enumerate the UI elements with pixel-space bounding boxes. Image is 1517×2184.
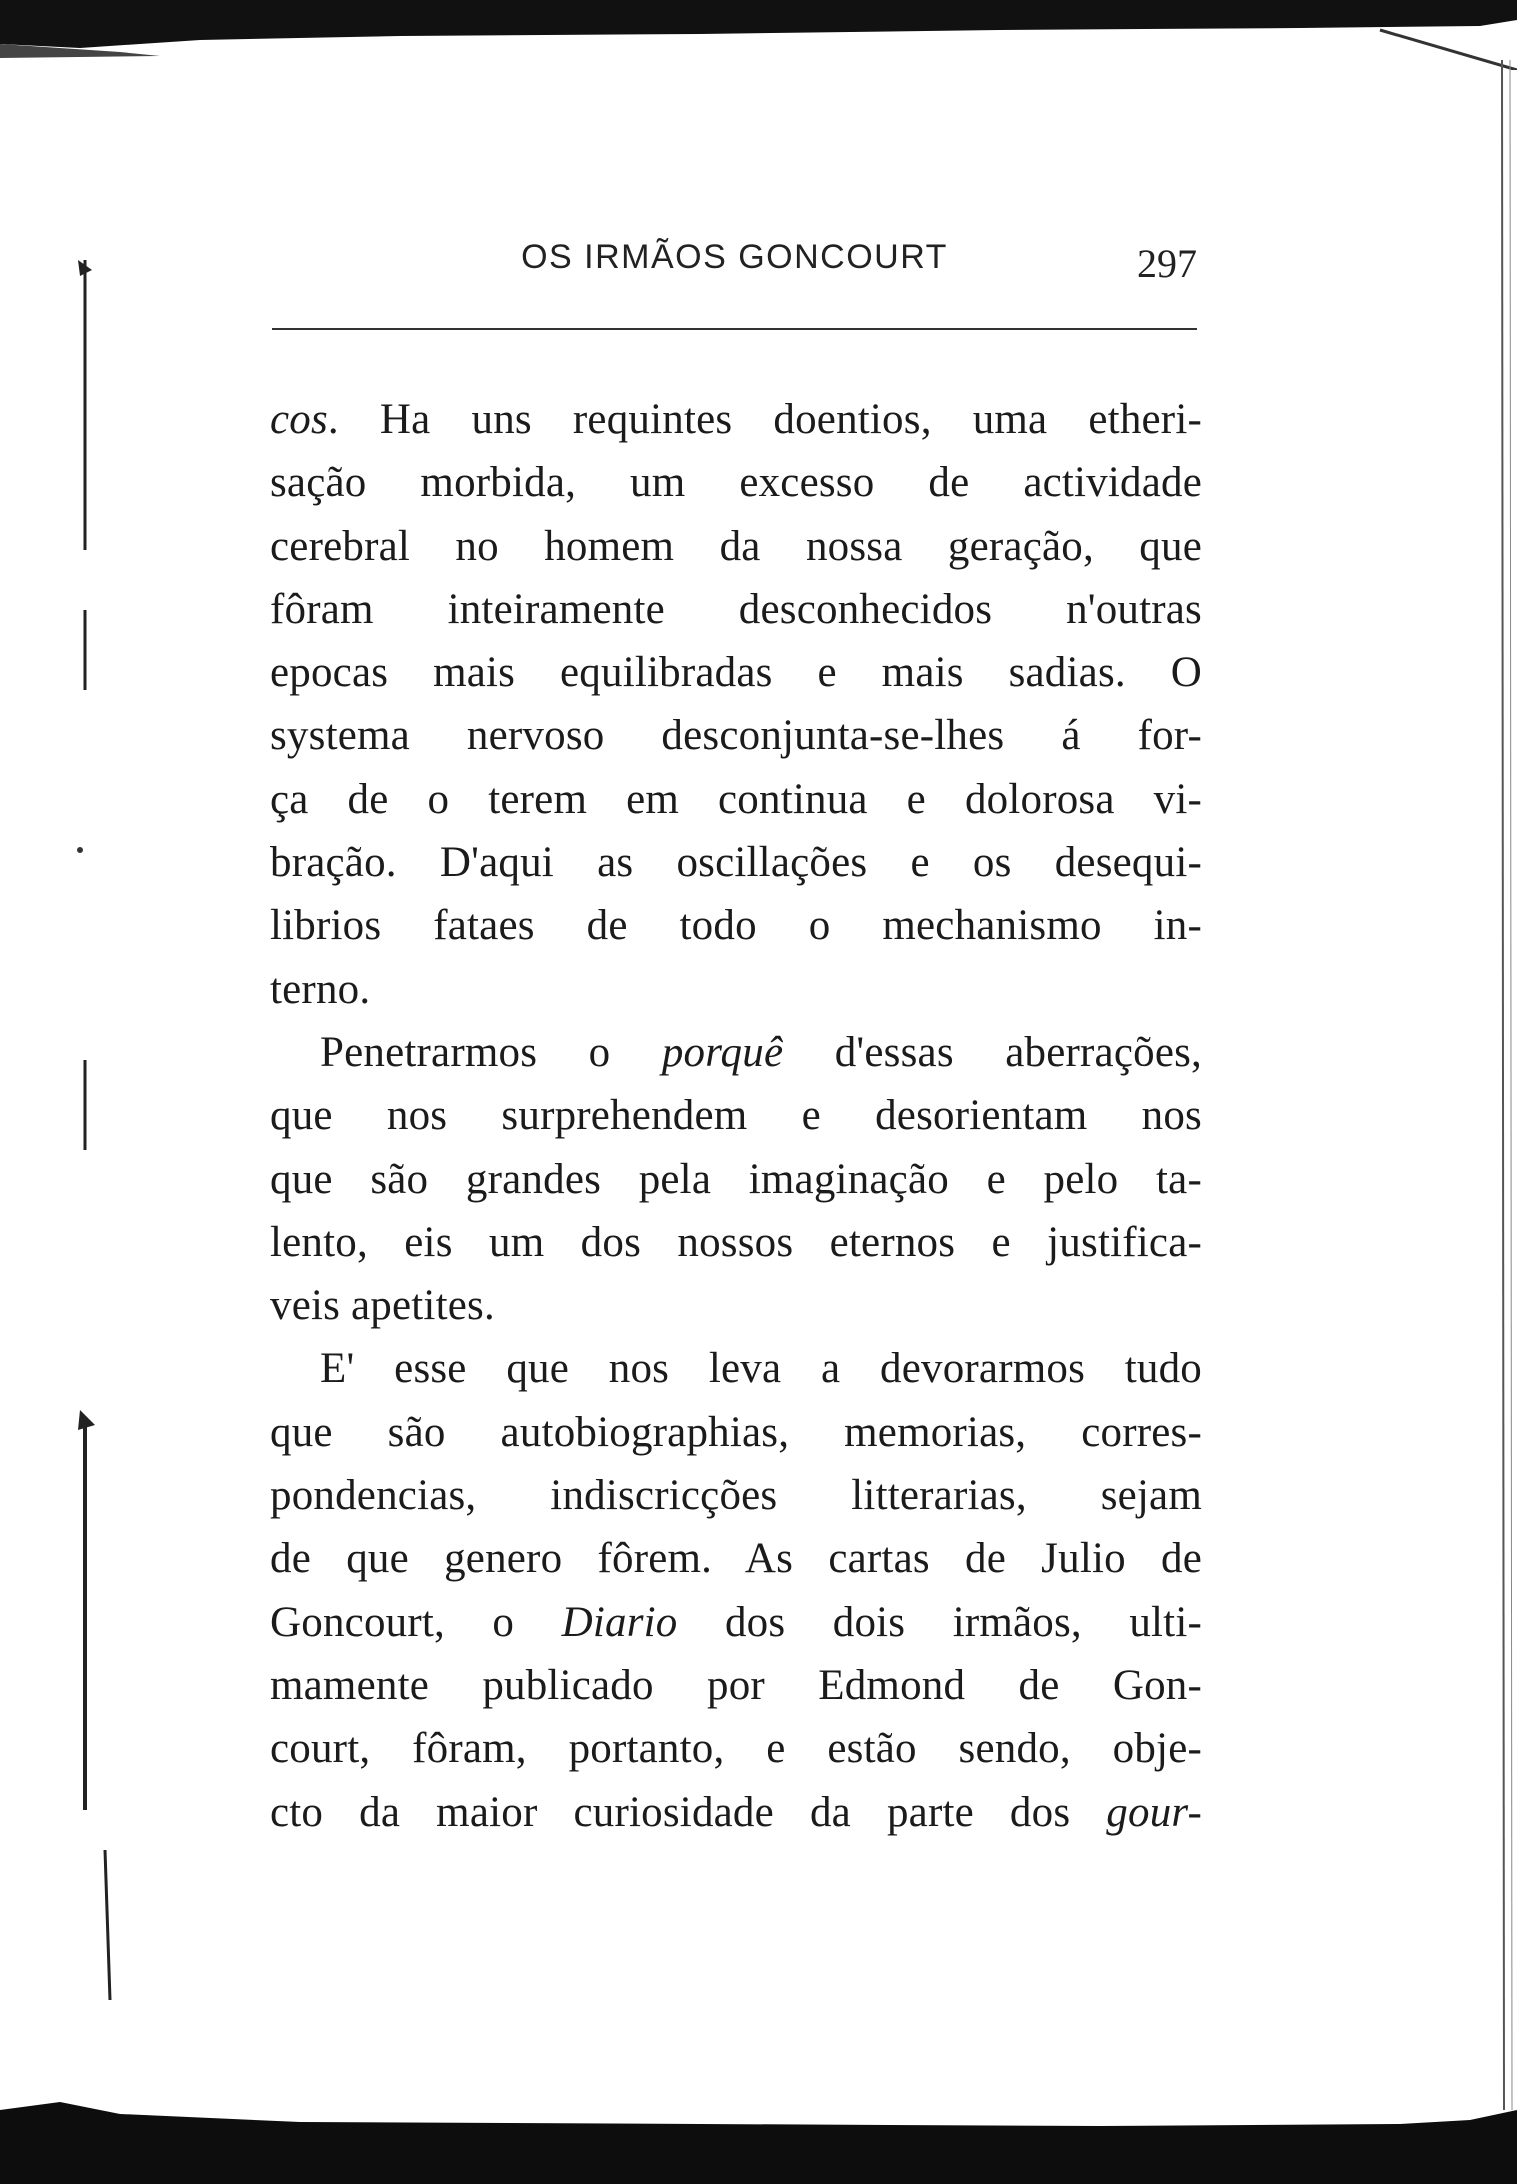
text-line: sação morbida, um excesso de actividade (270, 459, 1202, 507)
text-line: veis apetites. (270, 1282, 495, 1330)
text-line: bração. D'aqui as oscillações e os desequi- (270, 839, 1202, 887)
running-header (272, 232, 1197, 292)
text-line: cos. Ha uns requintes doentios, uma etheri- (270, 396, 1202, 443)
text-line: mamente publicado por Edmond de Gon- (270, 1661, 1202, 1709)
header-rule (272, 328, 1197, 330)
page-number: 297 (1137, 241, 1197, 286)
body-text (270, 388, 1202, 1844)
text-line: que nos surprehendem e desorientam nos (270, 1092, 1202, 1140)
text-line: ça de o terem em continua e dolorosa vi- (270, 775, 1202, 823)
text-line: que são grandes pela imaginação e pelo ta- (270, 1155, 1202, 1203)
scan-bottom-edge (0, 2080, 1517, 2184)
text-line: lento, eis um dos nossos eternos e justifica- (270, 1218, 1202, 1266)
text-line: fôram inteiramente desconhecidos n'outras (270, 585, 1202, 633)
text-line: Goncourt, o Diario dos dois irmãos, ulti- (270, 1598, 1202, 1646)
scan-top-edge (0, 0, 1517, 70)
text-line: terno. (270, 965, 371, 1013)
text-line: Penetrarmos o porquê d'essas aberrações, (320, 1028, 1202, 1076)
text-line: E' esse que nos leva a devorarmos tudo (320, 1345, 1202, 1393)
scan-left-margin-marks (0, 230, 140, 2030)
text-line: epocas mais equilibradas e mais sadias. O (270, 649, 1202, 697)
text-line: pondencias, indiscricções litterarias, sejam (270, 1472, 1202, 1520)
text-line: systema nervoso desconjunta-se-lhes á for- (270, 712, 1202, 760)
text-line: cto da maior curiosidade da parte dos gour- (270, 1788, 1202, 1836)
text-line: librios fataes de todo o mechanismo in- (270, 902, 1202, 950)
scan-right-margin-marks (1420, 60, 1517, 2110)
text-line: que são autobiographias, memorias, corres- (270, 1408, 1202, 1456)
text-line: de que genero fôrem. As cartas de Julio de (270, 1535, 1202, 1583)
running-title: OS IRMÃOS GONCOURT (521, 238, 948, 276)
text-line: cerebral no homem da nossa geração, que (270, 522, 1202, 570)
text-line: court, fôram, portanto, e estão sendo, obje- (270, 1725, 1202, 1773)
